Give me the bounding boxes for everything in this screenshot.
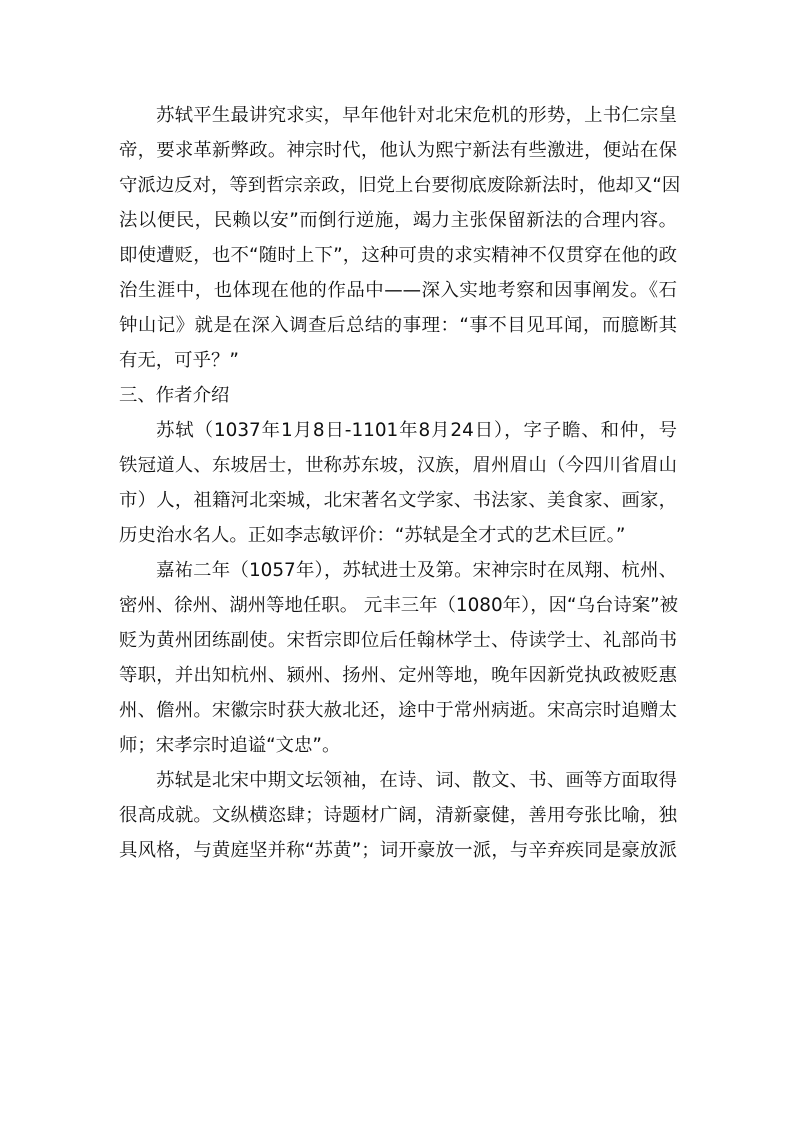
document-body <box>119 98 681 868</box>
paragraph-career <box>119 553 677 763</box>
section-heading: 三、作者介绍 <box>119 385 230 406</box>
text-line: 有无，可乎？” <box>119 350 239 371</box>
text-line: 很高成就。文纵横恣肆；诗题材广阔，清新豪健，善用夸张比喻，独 <box>119 805 677 826</box>
paragraph-achievements <box>119 763 677 868</box>
text-line: 具风格，与黄庭坚并称“苏黄”；词开豪放一派，与辛弃疾同是豪放派 <box>119 840 677 861</box>
text-line: 即使遭贬，也不“随时上下”，这种可贵的求实精神不仅贯穿在他的政 <box>119 245 677 266</box>
text-line: 历史治水名人。正如李志敏评价：“苏轼是全才式的艺术巨匠。” <box>119 525 626 546</box>
text-line: 守派边反对，等到哲宗亲政，旧党上台要彻底废除新法时，他却又“因 <box>119 175 681 196</box>
text-line: 嘉祐二年（1057年），苏轼进士及第。宋神宗时在凤翔、杭州、 <box>156 560 677 581</box>
paragraph-qiushi <box>119 98 681 378</box>
text-line: 贬为黄州团练副使。宋哲宗即位后任翰林学士、侍读学士、礼部尚书 <box>119 630 677 651</box>
text-line: 市）人，祖籍河北栾城，北宋著名文学家、书法家、美食家、画家， <box>119 490 677 511</box>
text-line: 密州、徐州、湖州等地任职。 元丰三年（1080年），因“乌台诗案”被 <box>119 595 679 616</box>
text-line: 等职，并出知杭州、颍州、扬州、定州等地，晚年因新党执政被贬惠 <box>119 665 677 686</box>
text-line: 铁冠道人、东坡居士，世称苏东坡，汉族，眉州眉山（今四川省眉山 <box>119 455 677 476</box>
text-line: 治生涯中，也体现在他的作品中——深入实地考察和因事阐发。《石 <box>119 280 677 301</box>
paragraph-author-intro <box>119 413 677 553</box>
text-line: 州、儋州。宋徽宗时获大赦北还，途中于常州病逝。宋高宗时追赠太 <box>119 700 677 721</box>
text-line: 帝，要求革新弊政。神宗时代，他认为熙宁新法有些激进，便站在保 <box>119 140 677 161</box>
text-line: 钟山记》就是在深入调查后总结的事理：“事不目见耳闻，而臆断其 <box>119 315 677 336</box>
text-line: 师；宋孝宗时追谥“文忠”。 <box>119 735 341 756</box>
text-line: 苏轼平生最讲究求实，早年他针对北宋危机的形势，上书仁宗皇 <box>156 105 677 126</box>
text-line: 苏轼（1037年1月8日-1101年8月24日），字子瞻、和仲，号 <box>156 420 677 441</box>
text-line: 苏轼是北宋中期文坛领袖，在诗、词、散文、书、画等方面取得 <box>156 770 677 791</box>
text-line: 法以便民，民赖以安”而倒行逆施，竭力主张保留新法的合理内容。 <box>119 210 677 231</box>
